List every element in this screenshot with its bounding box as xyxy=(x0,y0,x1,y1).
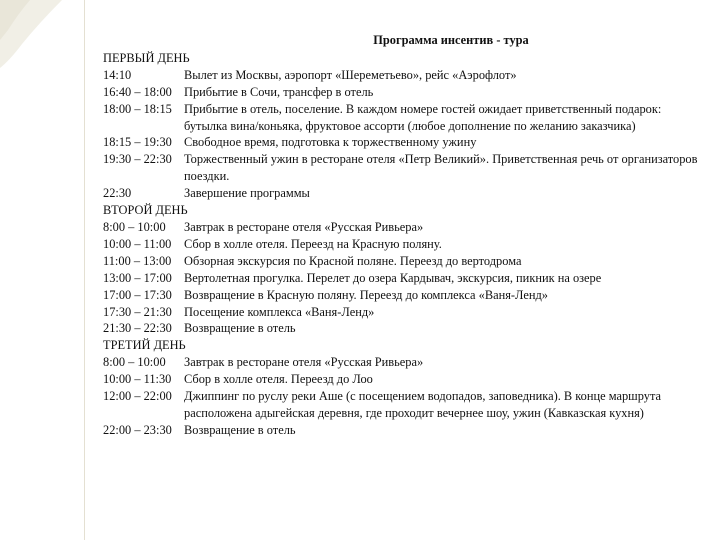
schedule-text: Возвращение в отель xyxy=(184,321,296,336)
schedule-row xyxy=(103,304,703,321)
schedule-time: 22:30 xyxy=(103,186,132,201)
schedule-time: 10:00 – 11:30 xyxy=(103,372,172,387)
day-section-2 xyxy=(103,202,703,337)
schedule-text: Возвращение в отель xyxy=(184,422,296,437)
schedule-row xyxy=(103,134,703,151)
corner-decoration xyxy=(0,0,110,70)
schedule-time: 17:30 – 21:30 xyxy=(103,304,172,319)
schedule-text: Завершение программы xyxy=(184,186,310,201)
schedule-text: Вертолетная прогулка. Перелет до озера Кардывач, экскурсия, пикник на озере xyxy=(184,270,602,285)
schedule-time: 22:00 – 23:30 xyxy=(103,422,172,437)
schedule-text: Торжественный ужин в ресторане отеля «Петр Великий». Приветственная речь от организаторов поездки. xyxy=(184,152,698,184)
schedule-row xyxy=(103,151,703,185)
day-heading: ВТОРОЙ ДЕНЬ xyxy=(103,203,188,218)
schedule-row xyxy=(103,287,703,304)
schedule-text: Сбор в холле отеля. Переезд до Лоо xyxy=(184,372,373,387)
schedule-row xyxy=(103,84,703,101)
schedule-row xyxy=(103,422,703,439)
schedule-row xyxy=(103,219,703,236)
schedule-time: 21:30 – 22:30 xyxy=(103,321,172,336)
schedule-text: Завтрак в ресторане отеля «Русская Ривьера» xyxy=(184,355,424,370)
schedule-time: 18:15 – 19:30 xyxy=(103,135,172,150)
schedule-row xyxy=(103,236,703,253)
schedule-text: Возвращение в Красную поляну. Переезд до комплекса «Ваня-Ленд» xyxy=(184,287,549,302)
schedule-time: 13:00 – 17:00 xyxy=(103,270,172,285)
schedule-text: Сбор в холле отеля. Переезд на Красную поляну. xyxy=(184,236,442,251)
schedule-text: Обзорная экскурсия по Красной поляне. Переезд до вертодрома xyxy=(184,253,522,268)
schedule-text: Посещение комплекса «Ваня-Ленд» xyxy=(184,304,375,319)
schedule-row xyxy=(103,270,703,287)
day-section-3 xyxy=(103,337,703,438)
schedule-row xyxy=(103,253,703,270)
schedule-row xyxy=(103,67,703,84)
schedule-text: Завтрак в ресторане отеля «Русская Ривьера» xyxy=(184,219,424,234)
day-heading: ПЕРВЫЙ ДЕНЬ xyxy=(103,50,190,65)
schedule-time: 10:00 – 11:00 xyxy=(103,236,172,251)
schedule-time: 8:00 – 10:00 xyxy=(103,355,166,370)
schedule-text: Свободное время, подготовка к торжественному ужину xyxy=(184,135,477,150)
schedule-text: Вылет из Москвы, аэропорт «Шереметьево», рейс «Аэрофлот» xyxy=(184,67,517,82)
schedule-text: Прибытие в Сочи, трансфер в отель xyxy=(184,84,374,99)
schedule-time: 11:00 – 13:00 xyxy=(103,253,172,268)
margin-rule xyxy=(84,0,85,540)
day-section-1 xyxy=(103,50,703,202)
schedule-row xyxy=(103,101,703,135)
document-body xyxy=(103,32,703,439)
schedule-row xyxy=(103,388,703,422)
schedule-time: 8:00 – 10:00 xyxy=(103,219,166,234)
schedule-time: 14:10 xyxy=(103,67,132,82)
schedule-time: 16:40 – 18:00 xyxy=(103,84,172,99)
schedule-row xyxy=(103,371,703,388)
schedule-time: 17:00 – 17:30 xyxy=(103,287,172,302)
day-heading: ТРЕТИЙ ДЕНЬ xyxy=(103,338,186,353)
schedule-row xyxy=(103,354,703,371)
schedule-time: 19:30 – 22:30 xyxy=(103,152,172,167)
document-title: Программа инсентив - тура xyxy=(373,33,529,47)
schedule-text: Прибытие в отель, поселение. В каждом номере гостей ожидает приветственный подарок: бутылка вина/коньяка, фруктовое ассорти (любое дополнение по желанию заказчика) xyxy=(184,101,662,133)
schedule-time: 12:00 – 22:00 xyxy=(103,389,172,404)
schedule-text: Джиппинг по руслу реки Аше (с посещением водопадов, заповедника). В конце маршрута расположена адыгейская деревня, где проходит вечернее шоу, ужин (Кавказская кухня) xyxy=(184,389,662,420)
schedule-time: 18:00 – 18:15 xyxy=(103,101,172,116)
schedule-row xyxy=(103,185,703,202)
schedule-row xyxy=(103,320,703,337)
